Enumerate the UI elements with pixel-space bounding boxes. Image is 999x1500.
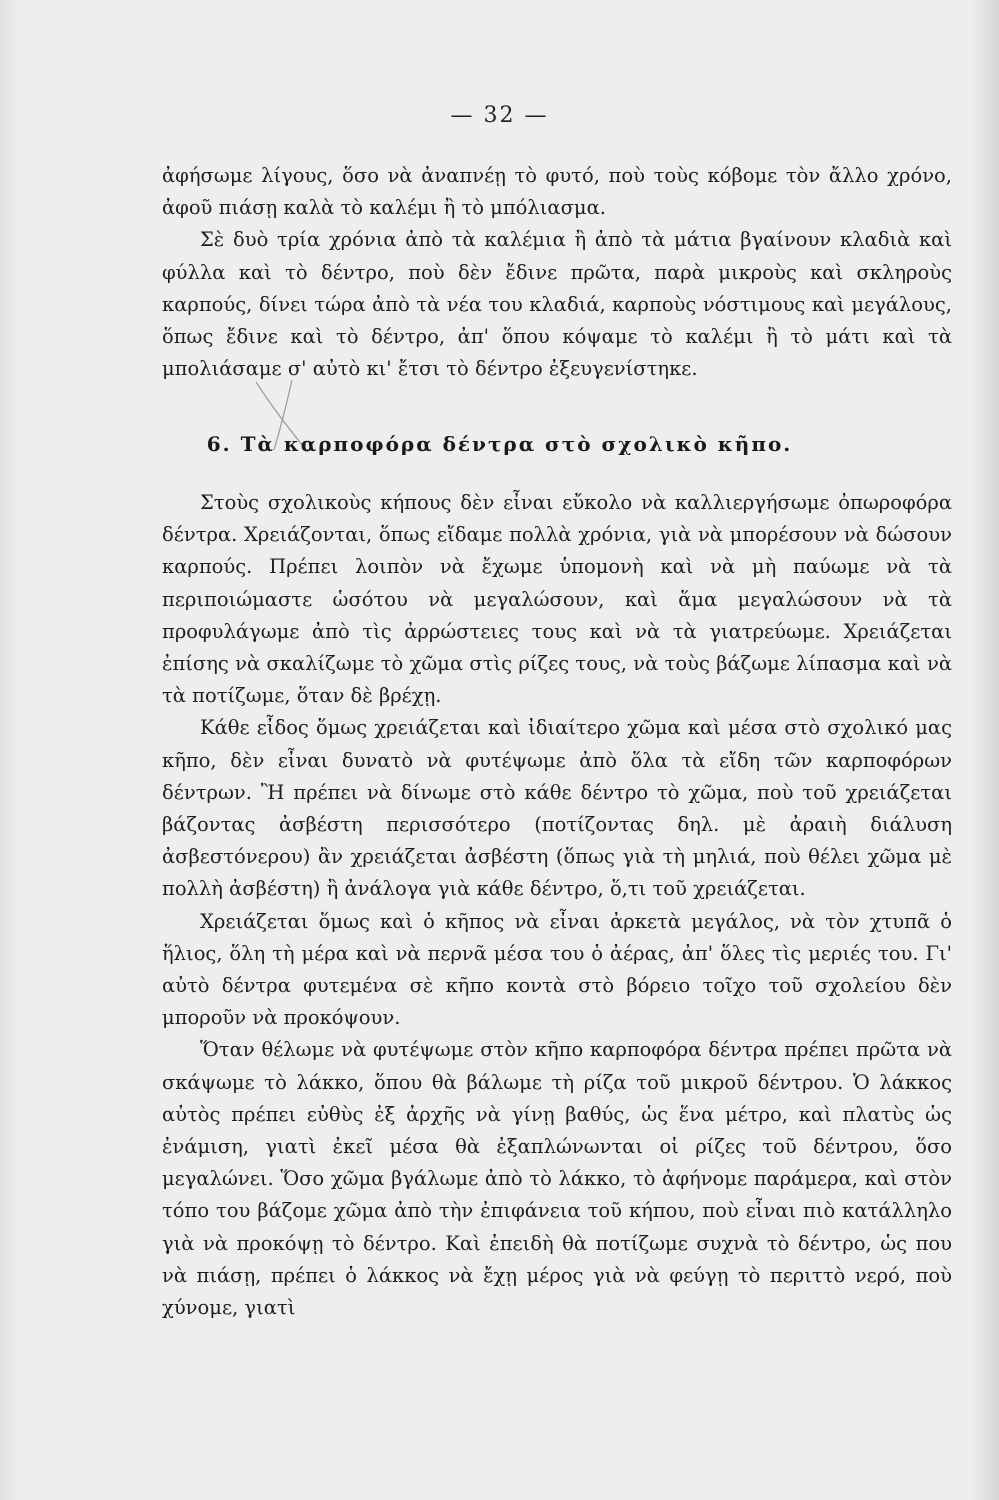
paragraph-4: Κάθε εἶδος ὅμως χρειάζεται καὶ ἰδιαίτερο χῶμα καὶ μέσα στὸ σχολικό μας κῆπο, δὲν εἶναι δυνατὸ νὰ φυτέψωμε ἀπὸ ὅλα τὰ εἴδη τῶν καρποφόρων δέντρων. Ἢ πρέπει νὰ δίνωμε στὸ κάθε δέντρο τὸ χῶμα, ποὺ τοῦ χρειάζεται βάζοντας ἀσβέστη περισσότερο (ποτίζοντας δηλ. μὲ ἀραιὴ διάλυση ἀσβεστόνερου) ἂν χρειάζεται ἀσβέστη (ὅπως γιὰ τὴ μηλιά, ποὺ θέλει χῶμα μὲ πολλὴ ἀσβέστη) ἢ ἀνάλογα γιὰ κάθε δέντρο, ὅ,τι τοῦ χρειάζεται. bbox=[162, 716, 952, 901]
paragraph-2: Σὲ δυὸ τρία χρόνια ἀπὸ τὰ καλέμια ἢ ἀπὸ τὰ μάτια βγαίνουν κλαδιὰ καὶ φύλλα καὶ τὸ δέντρο, ποὺ δὲν ἔδινε πρῶτα, παρὰ μικροὺς καὶ σκληροὺς καρπούς, δίνει τώρα ἀπὸ τὰ νέα του κλαδιά, καρποὺς νόστιμους καὶ μεγάλους, ὅπως ἔδινε καὶ τὸ δέντρο, ἀπ' ὅπου κόψαμε τὸ καλέμι ἢ τὸ μάτι καὶ τὰ μπολιάσαμε σ' αὐτὸ κι' ἔτσι τὸ δέντρο ἐξευγενίστηκε. bbox=[162, 228, 952, 381]
paragraph-6: Ὅταν θέλωμε νὰ φυτέψωμε στὸν κῆπο καρποφόρα δέντρα πρέπει πρῶτα νὰ σκάψωμε τὸ λάκκο, ὅπου θὰ βάλωμε τὴ ρίζα τοῦ μικροῦ δέντρου. Ὁ λάκκος αὐτὸς πρέπει εὐθὺς ἐξ ἀρχῆς νὰ γίνῃ βαθύς, ὡς ἕνα μέτρο, καὶ πλατὺς ὡς ἐνάμιση, γιατὶ ἐκεῖ μέσα θὰ ἐξαπλώνωνται οἱ ρίζες τοῦ δέντρου, ὅσο μεγαλώνει. Ὅσο χῶμα βγάλωμε ἀπὸ τὸ λάκκο, τὸ ἀφήνομε παράμερα, καὶ στὸν τόπο του βάζομε χῶμα ἀπὸ τὴν ἐπιφάνεια τοῦ κήπου, ποὺ εἶναι πιὸ κατάλληλο γιὰ νὰ προκόψῃ τὸ δέντρο. Καὶ ἐπειδὴ θὰ ποτίζωμε συχνὰ τὸ δέντρο, ὡς που νὰ πιάσῃ, πρέπει ὁ λάκκος νὰ ἔχῃ μέρος γιὰ νὰ φεύγῃ τὸ περιττὸ νερό, ποὺ χύνομε, γιατὶ bbox=[162, 1038, 952, 1320]
text-block-top bbox=[162, 160, 952, 385]
page-edge-shadow-right bbox=[971, 0, 999, 1500]
text-block-bottom bbox=[162, 487, 952, 1324]
paragraph-3: Στοὺς σχολικοὺς κήπους δὲν εἶναι εὔκολο νὰ καλλιεργήσωμε ὀπωροφόρα δέντρα. Χρειάζονται, ὅπως εἴδαμε πολλὰ χρόνια, γιὰ νὰ μπορέσουν νὰ δώσουν καρπούς. Πρέπει λοιπὸν νὰ ἔχωμε ὑπομονὴ καὶ νὰ μὴ παύωμε νὰ τὰ περιποιώμαστε ὡσότου νὰ μεγαλώσουν, καὶ ἅμα μεγαλώσουν νὰ τὰ προφυλάγωμε ἀπὸ τὶς ἀρρώστειες τους καὶ νὰ τὰ γιατρεύωμε. Χρειάζεται ἐπίσης νὰ σκαλίζωμε τὸ χῶμα στὶς ρίζες τους, νὰ τοὺς βάζωμε λίπασμα καὶ νὰ τὰ ποτίζωμε, ὅταν δὲ βρέχῃ. bbox=[162, 491, 952, 708]
page-number: — 32 — bbox=[450, 103, 549, 128]
paragraph-5: Χρειάζεται ὅμως καὶ ὁ κῆπος νὰ εἶναι ἀρκετὰ μεγάλος, νὰ τὸν χτυπᾶ ὁ ἥλιος, ὅλη τὴ μέρα καὶ νὰ περνᾶ μέσα του ὁ ἀέρας, ἀπ' ὅλες τὶς μεριές του. Γι' αὐτὸ δέντρα φυτεμένα σὲ κῆπο κοντὰ στὸ βόρειο τοῖχο τοῦ σχολείου δὲν μποροῦν νὰ προκόψουν. bbox=[162, 909, 952, 1030]
paragraph-1: ἀφήσωμε λίγους, ὅσο νὰ ἀναπνέῃ τὸ φυτό, ποὺ τοὺς κόβομε τὸν ἄλλο χρόνο, ἀφοῦ πιάσῃ καλὰ τὸ καλέμι ἢ τὸ μπόλιασμα. bbox=[162, 164, 952, 220]
section-heading: 6. Τὰ καρποφόρα δέντρα στὸ σχολικὸ κῆπο. bbox=[206, 432, 793, 456]
page-edge-shadow-left bbox=[0, 0, 18, 1500]
